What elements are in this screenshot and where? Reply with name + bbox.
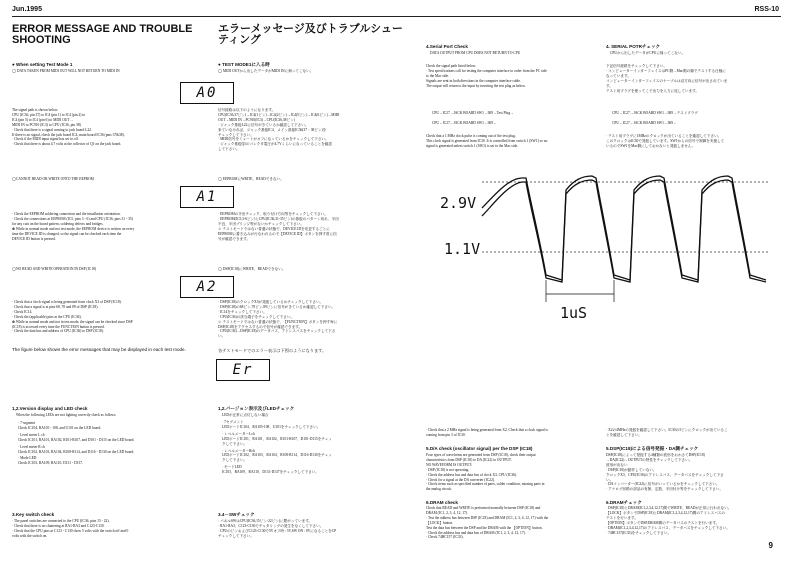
text-line: · レベルメーターLch: [222, 431, 255, 436]
text-line: · Check if the MIDI input signal has set to off.: [12, 137, 79, 142]
text-line: · Check the data bus and address of CPU (IC36) to DSP (IC18).: [12, 329, 104, 334]
text-line: · パネルSWはCPU(IC36,15ピン-22ピン)に繋がっています。: [218, 519, 313, 523]
text-line: · テスト用プラグに1MHzのクロックが出ていることを確認して下さい。: [606, 134, 722, 138]
c1-eeprom-heading: ◯CANNOT READ OR WRITE ONTO THE EEPROM: [12, 177, 94, 181]
text-line: NO WAVEFORM IS OUTPUT:: [426, 462, 473, 467]
text-line: DRAM (IC1, 2, 3, 4, 12, 17).: [426, 510, 468, 515]
c1-version-sub: When the following LEDs are not lighting correctly check as follows.: [16, 413, 117, 417]
text-line: · レベルメーターRch: [222, 448, 255, 453]
c2-dsp-heading: ◯ DSP(IC18)にWRITE、READできない。: [218, 267, 286, 271]
text-line: · コンピューターインターフェイスはPC側→Mac側の順でテストする仕様に: [606, 68, 726, 73]
c2-key-heading: 3.4－SWチェック: [218, 512, 255, 517]
text-line: · DSP(IC18)のクロックX3が発振しているかチェックして下さい。: [218, 300, 324, 304]
lcd-code: A2: [196, 279, 218, 295]
text-line: 信号経路は以下のようになります。: [218, 108, 276, 112]
c1-figure-text: The figure below shows the error messages that may be displayed in each test mode.: [12, 347, 186, 352]
text-line: · Check the EEPROM soldering connection and the installation orientation.: [12, 212, 121, 216]
c1-key-heading: 3.Key switch check: [12, 512, 55, 517]
c2-version-heading: 1,2.バージョン表示及びLEDチェック: [218, 406, 295, 411]
text-line: · ジャック基板Q1のコレクタ電圧が4.7Vくらいになっていることを確認: [218, 142, 332, 147]
lcd-code: A1: [196, 189, 218, 205]
text-line: This clock signal is generated from IC30. It is controlled from switch 1 (SW1) so no: [426, 138, 548, 143]
c3-bottom-text: [426, 428, 602, 438]
c3-clock-text: [426, 134, 602, 149]
text-line: · Check the (applicable) pins at the CPU (IC36).: [12, 314, 82, 319]
text-line: The signal path is shown below.: [12, 108, 59, 112]
c1-dsp-heading: ◯NO READ AND WRITE OPERATION IN DSP (IC18): [12, 267, 96, 271]
text-line: テストを行います。: [606, 515, 638, 520]
text-line: Four types of waveforms are generated from DSP (IC18), check their output: [426, 453, 536, 457]
text-line: · Check that a signal is at pins 68, 78 and 89 of DSP (IC18).: [12, 304, 99, 309]
text-line: (IC18) is accessed every time the FUNCTION button is pressed.: [12, 324, 105, 329]
c3-dram-heading: 6.DRAM check: [426, 500, 458, 505]
text-line: to the Mac side.: [426, 73, 449, 78]
text-line: IC103、RA109、RA110、D131-D137をチェックして下さい。: [222, 470, 319, 475]
page-title-en: [12, 24, 217, 46]
text-line: · IC14をチェックして下さい。: [218, 309, 267, 314]
text-line: なっています。: [606, 73, 631, 78]
text-line: OUT→MIDI IN→PC910(IC3)→CPU(IC36,38ピン): [218, 117, 295, 122]
text-line: · DSP(IC18)が動作していない。: [606, 467, 657, 472]
title-en-line1: ERROR MESSAGE AND TROUBLE: [12, 23, 193, 35]
title-jp-line1: エラーメッセージ及びトラブルシュー: [218, 23, 403, 35]
text-line: · Check IC14.: [12, 309, 33, 314]
c4-serial-list: [606, 64, 782, 93]
c1-key-list: [12, 519, 217, 539]
text-line: · DSP(IC18)の68ピン,78ピン,89ピンに信号がきているか確認して下さい。: [218, 304, 336, 309]
text-line: · CPU(IC36)→DSP(IC18)のデータバス、アドレスバスをチェックして下さ: [218, 329, 336, 334]
text-line: If there is no signal, check the jack board IC4, main board IC36 (pins 37&38).: [12, 132, 125, 137]
c4-signal-path-in: CPU←IC27←JACK BOARD SW1←IK9←: [612, 121, 677, 125]
text-line: · RA1-RA3、C123-C130でチャタリングの発生をなくして下さい。: [218, 523, 324, 528]
text-line: IC4 (pin 5) to IC4 (pin 6) to MIDI OUT→: [12, 117, 74, 122]
time-period-label: 1uS: [560, 304, 588, 322]
c4-bottom-text: [606, 428, 782, 438]
c2-block3: [218, 300, 408, 339]
c2-test-mode-sub: ◯ MIDI OUTから出したデータがMIDI INに帰ってこない。: [218, 69, 314, 73]
page-number: 9: [768, 541, 773, 550]
title-en-line2: SHOOTING: [12, 34, 71, 46]
doc-date: Jun.1995: [12, 6, 42, 13]
c3-serial-sub: DATA OUTPUT FROM CPU DOES NOT RETURN TO CPU: [430, 51, 521, 55]
lcd-code: Er: [232, 362, 254, 378]
page-title-jp: [218, 24, 418, 46]
text-line: · Level meter R ch: [18, 444, 45, 449]
text-line: Check the signal path listed below.: [426, 64, 477, 68]
text-line: · Mode LED: [18, 456, 37, 461]
text-line: い。: [606, 477, 614, 482]
text-line: · Check the address bus and data bus of clock X3, CPU (IC36).: [426, 472, 518, 477]
text-line: CPU(IC36,37ピン)→IC4(1ピン)→IC4(2ピン)→IC4(5ピン)→IC4(6ピン)→MIDI: [218, 112, 340, 117]
text-line: →DA(IC22)→OUTPUTの特性をチェックして下さい。: [606, 457, 693, 462]
text-line: ✽ テストモードではない普通の状態で、DEVICE IDを変更するごとに: [218, 226, 330, 231]
text-line: DEVICE ID button is pressed.: [12, 236, 56, 241]
text-line: The output will return to the input by inserting the test plug as below.: [426, 83, 526, 88]
c2-version-list: [222, 420, 408, 475]
text-line: · Check items such as specified number of parts, solder condition, missing parts in: [426, 482, 545, 487]
text-line: コンピューターインターフェイスのケーブルは双方向に信号が出されていま: [606, 78, 728, 83]
text-line: · CPUのピンおよびC123-C130で5Vオフ時 : 5V,SW ON : 0VになることをCP: [218, 528, 337, 533]
text-line: して下さい。: [218, 147, 240, 152]
text-line: 来ていなければ、ジャック基板IC4、メイン基板IC36(37・38ピン)を: [218, 127, 327, 132]
c4-dram-list: [606, 506, 782, 535]
text-line: · Test the address bus between DSP (IC18) and DRAM (IC1, 2, 3, 4, 12, 17) with the: [426, 515, 549, 520]
text-line: LEDボードIC101、RA101、RA102、R101-R107、D101-D115をチェッ: [222, 436, 332, 441]
c1-block2: [12, 212, 217, 241]
text-line: Check that a 1 MHz clock pulse is coming out of the test plug.: [426, 134, 516, 138]
lcd-code: A0: [196, 85, 218, 101]
oscilloscope-waveform: [440, 160, 780, 410]
c4-serial-heading: 4. SERIAL POTRチェック: [606, 44, 661, 49]
c3-signal-path-in: CPU←IC27←JACK BOARD SW1←IK9←: [432, 121, 497, 125]
c4-da-list: [606, 453, 782, 492]
text-line: · DSP (IC18) is not operating.: [426, 467, 470, 472]
text-line: for any cuts on the board pattern, soldering defects and bridges.: [12, 221, 104, 226]
text-line: LEDボードIC102、RA103、RA104、R108-R114、D116-D130をチェッ: [222, 453, 332, 458]
c2-version-sub: LEDが正常に点灯しない場合: [222, 413, 269, 417]
text-line: · Check that a clock signal is being generated from clock X3 of DSP (IC18).: [12, 300, 122, 304]
text-line: volts with the switch on.: [12, 533, 48, 538]
text-line: Test the data bus between the DSP and the DRAM with the 【OPTION】button.: [426, 525, 543, 530]
text-line: · DAコンバーター(IC22)に信号がいっているかをチェックして下さい。: [606, 482, 720, 487]
c2-key-list: [218, 519, 408, 539]
text-line: · DSP(IC18)とDRAM(IC1,2,3,4,12,17)間でWRITE、READが正常に行われない。: [606, 506, 732, 510]
text-line: 【LOCK】ボタンでDSP(IC18)とDRAM(IC1,2,3,4,12,17)間のアドレスバスの: [606, 510, 725, 515]
title-jp-line2: ティング: [218, 34, 261, 46]
text-line: 【LOCK】button.: [426, 520, 454, 525]
c1-block1: [12, 108, 217, 147]
c3-da-list: [426, 453, 602, 492]
text-line: · Check 74HC157 (IC33).: [426, 535, 464, 540]
c4-dram-heading: 6.DRAMチェック: [606, 500, 642, 505]
c2-figure-text: 各テストモードでのエラー表示は下図のようになります。: [218, 348, 327, 353]
high-voltage-label: 2.9V: [440, 194, 477, 212]
text-line: 号が確認できます。: [218, 236, 251, 241]
lcd-display-a1: [180, 186, 234, 208]
c3-serial-list: [426, 64, 602, 89]
c4-clock-text: [606, 134, 782, 149]
lcd-display-a0: [180, 82, 234, 104]
text-line: Check IC104, RA105 - 108, and U101 on the LED board.: [18, 425, 102, 430]
text-line: signal is generated unless switch 1 (SW1) is set to the Mac side.: [426, 143, 519, 148]
text-line: テスト用プラグを使ってこで出力を入力に返しています。: [606, 88, 700, 93]
c2-eeprom-heading: ◯ EEPROMにWRITE、READできない。: [218, 177, 284, 181]
text-line: Check IC102, RA103, RA104, R108-R114, and D116 - D130 on the LED board.: [18, 449, 135, 454]
text-line: チェックして下さい。: [218, 132, 254, 137]
c4-da-heading: 5.DSP(IC18)による信号発振・DA調チェック: [606, 446, 699, 451]
waveform-trace: [482, 176, 766, 282]
text-line: · 74HC157(IC33)をチェックして下さい。: [606, 530, 672, 535]
text-line: · Test specifications call for testing the computer interface to order from the PC side: [426, 68, 547, 73]
text-line: the analog circuit.: [426, 487, 452, 492]
text-line: · The panel switches are connected to the CPU (IC36, pins 15 - 22).: [12, 519, 110, 523]
text-line: 不良、半田ブリッジ等がないかチェックして下さい。: [218, 221, 304, 226]
text-line: クして下さい。: [222, 441, 248, 446]
low-voltage-label: 1.1V: [444, 240, 481, 258]
text-line: · ジャック基板L22に信号がきているか確認して下さい。: [218, 122, 309, 127]
text-line: · 7-segment: [18, 421, 36, 425]
text-line: · Check the connections at EEPROM (IC5, pins 3 - 6) and CPU (IC36, pins 31 - 35): [12, 216, 133, 221]
lcd-display-er: [216, 359, 270, 381]
text-line: time the DEVICE ID is changed, so the signal can be checked each time the: [12, 231, 122, 236]
text-line: Check IC103, RA109, RA110, D131 - D137.: [18, 461, 83, 466]
text-line: CPU (IC36, pin 37) to IC4 (pin 1) to IC4 (pin 2) to: [12, 112, 86, 117]
text-line: · Check that there is a signal coming to jack board L22.: [12, 127, 92, 132]
c3-serial-heading: 4.Serial Port Check: [426, 44, 468, 49]
c3-signal-path-out: CPU→IC27→JACK BOARD SW1→IK9→Test Plug→: [432, 111, 514, 115]
text-line: · Check that a 2 MHz signal is being generated from X2. Check that a clock signal is: [426, 428, 548, 432]
text-line: characteristics from DSP (IC18) to DA (IC22) to OUTPUT.: [426, 457, 512, 462]
text-line: いるのでSW1をMac側にしておかないと発振しません。: [606, 143, 696, 148]
text-line: · MIDI信号をミュートがオフになっているかをチェックして下さい。: [218, 137, 329, 142]
text-line: このクロックはIC30で発振しています。SW1からの信号で制御を実施して: [606, 138, 725, 143]
text-line: EEPROMに書き込みが行なわれるので【DEVICE ID】ボタンを押す度に信: [218, 231, 337, 236]
text-line: DSP(IC18)をアクセスするので信号が確認できます。: [218, 324, 303, 329]
text-line: · Check that the CPU pins at C123 - C130 show 5 volts with the switch off and 0: [12, 528, 129, 533]
text-line: · EEPROM(IC5,3-6ピン)とCPU(IC36,31-35ピン)の基板のパターン切れ、半田: [218, 216, 339, 221]
text-line: · CPU(IC36)の該当端子をチェックして下さい。: [218, 314, 295, 319]
text-line: 下記信号経路をチェックして下さい。: [606, 64, 667, 68]
c2-block2: [218, 212, 408, 241]
text-line: い。: [218, 334, 226, 339]
c3-dram-list: [426, 506, 602, 540]
c3-da-heading: 5.D/A check (oscillator signal) per the DSP (IC18): [426, 446, 533, 451]
text-line: ✽ While in normal mode and not in test mode, the signal can be checked since DSP: [12, 319, 133, 324]
text-line: · X2の4MHzの発振を確認して下さい。IC30の3ピンにクロックが出ているこ: [606, 428, 728, 432]
text-line: チェックして下さい。: [218, 533, 254, 538]
text-line: · EEPROMの半田チェック、取り付け方向等をチェックして下さい。: [218, 212, 328, 216]
text-line: Check IC101, RA101, RA102, R101-R107, and D101 - D115 on the LED board.: [18, 437, 135, 442]
c2-block1: [218, 108, 408, 152]
c1-test-mode-sub: ◯ DATA TAKEN FROM MIDI OUT WILL NOT RETURN TO MIDI IN: [12, 69, 120, 73]
text-line: · Level meter L ch: [18, 432, 45, 437]
text-line: · Check that there is no chattering at RA1-RA3 and C123-C130.: [12, 523, 105, 528]
text-line: · Check that there is about 4.7 volts at the collector of Q1 on the jack board.: [12, 142, 122, 147]
c4-serial-sub: CPUから出したデータがCPUに帰ってこない。: [610, 51, 686, 55]
c4-signal-path-out: CPU→IC27→JACK BOARD SW1→IK9→テストプラグ: [612, 111, 699, 115]
text-line: · 7セグメント: [222, 420, 244, 424]
doc-model: RSS-10: [754, 6, 779, 13]
text-line: クロックX3、CPU(IC36)のアドレスバス、データバスをチェックして下さ: [606, 472, 724, 477]
text-line: Signals are sent in both directions in the computer interface cable.: [426, 78, 521, 83]
text-line: ✽ テストモードではない普通の状態で、【FUNCTION】ボタンを押す毎に: [218, 319, 338, 324]
text-line: Check that READ and WRITE is performed normally between DSP (IC18) and: [426, 506, 541, 510]
text-line: DSP(IC18)によって発振する4種類の波形をおかさてDSP(IC18): [606, 453, 705, 457]
c1-block3: [12, 300, 217, 334]
text-line: · DRAM(IC1,2,3,4,12,17)のアドレスバス、データバスをチェックして下さい。: [606, 525, 730, 530]
text-line: とを確認して下さい。: [606, 432, 642, 437]
header-rule: [12, 16, 781, 17]
text-line: 波形が出ない: [606, 462, 628, 467]
text-line: クして下さい。: [222, 458, 248, 463]
c1-test-mode-heading: ● When setting Test Mode 1: [12, 62, 73, 67]
text-line: · アナログ回路の部品の有無、定数、半田付け等をチェックして下さい。: [606, 487, 723, 492]
text-line: coming from pin 3 of IC30.: [426, 432, 466, 437]
text-line: 【OPTION】ボタンでDSP,DRAM間のデータバスのテストを行います。: [606, 520, 720, 525]
text-line: · Check the address bus and data bus of DRAM (IC1, 2, 3, 4, 12, 17).: [426, 530, 526, 535]
c1-version-heading: 1,2.Version display and LED check: [12, 406, 88, 411]
text-line: ✽ While in normal mode and not test mode, the EEPROM device is written on every: [12, 226, 135, 231]
c2-test-mode-heading: ● TEST MODE1に入る時: [218, 62, 270, 67]
text-line: MIDI IN to PC910 (IC3) to CPU (IC36, pin 38): [12, 122, 81, 127]
c1-version-list: [18, 421, 218, 466]
text-line: · モードLED: [222, 465, 242, 470]
lcd-display-a2: [180, 276, 234, 298]
text-line: · Check for a signal at the DA converter (IC22).: [426, 477, 495, 482]
text-line: LEDボードIC104、RA105-108、U101をチェックして下さい。: [222, 424, 321, 429]
text-line: す。: [606, 83, 613, 88]
